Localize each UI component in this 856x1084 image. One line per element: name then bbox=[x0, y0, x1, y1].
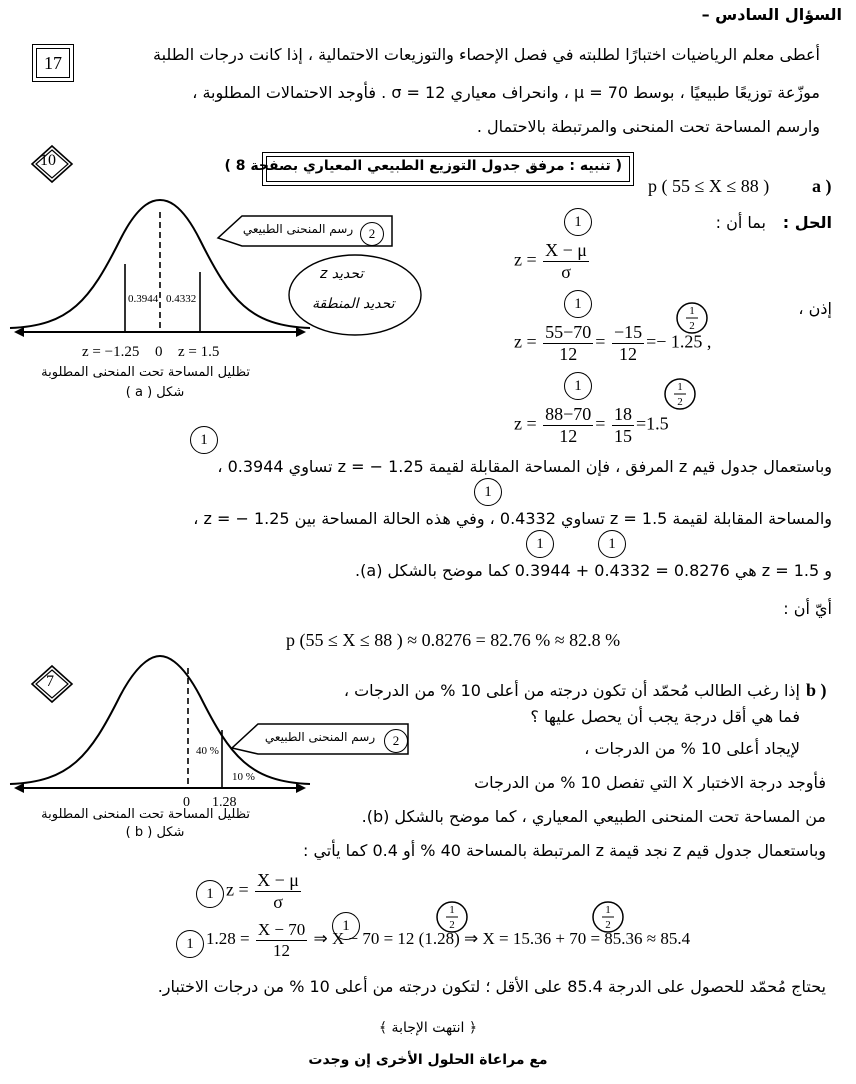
callout-b-text: رسم المنحنى الطبيعي bbox=[264, 730, 376, 744]
mark-circle: 1 bbox=[474, 478, 502, 506]
handwritten-ellipse bbox=[286, 252, 424, 338]
calc-num: X − 70 bbox=[257, 920, 306, 939]
z1-result: =− 1.25 , bbox=[646, 331, 712, 352]
question-title: السؤال السادس – bbox=[701, 5, 842, 24]
mark-circle: 2 bbox=[384, 729, 408, 753]
z-den: σ bbox=[561, 261, 571, 282]
half-d: 2 bbox=[605, 919, 611, 931]
z2-den2: 15 bbox=[613, 425, 632, 446]
calc-rest-1: ⇒ X − 70 = 12 (1.28) ⇒ X bbox=[313, 928, 495, 948]
half-mark bbox=[664, 376, 696, 412]
mark-circle: 1 bbox=[190, 426, 218, 454]
calc-lhs: 1.28 = bbox=[206, 928, 250, 948]
callout-a-text: رسم المنحنى الطبيعي bbox=[242, 222, 354, 236]
z-lhs: z = bbox=[226, 879, 249, 900]
part-b-conclusion: يحتاج مُحمّد للحصول على الدرجة 85.4 على الأقل ؛ لتكون درجته من أعلى 10 % من درجات الاختبار. bbox=[157, 977, 826, 996]
tick-left: z = −1.25 bbox=[82, 344, 140, 360]
z1-num2: −15 bbox=[613, 322, 643, 342]
z2-num: 88−70 bbox=[545, 404, 592, 424]
part-b-label: b ) bbox=[806, 680, 827, 700]
half-d: 2 bbox=[689, 320, 695, 332]
solution-label: الحل : bbox=[782, 213, 832, 232]
total-mark: 17 bbox=[36, 48, 70, 78]
half-d: 2 bbox=[677, 396, 683, 408]
mark-circle: 1 bbox=[196, 880, 224, 908]
part-b-s1: لإيجاد أعلى 10 % من الدرجات ، bbox=[584, 739, 800, 758]
mark-circle: 1 bbox=[526, 530, 554, 558]
part-b-s4: وباستعمال جدول قيم z نجد قيمة z المرتبطة بالمساحة 40 % أو 0.4 كما يأتي : bbox=[302, 841, 826, 860]
tick-right: z = 1.5 bbox=[178, 344, 220, 360]
figure-b-label: شكل ( b ) bbox=[125, 825, 185, 840]
figure-a-caption: تظليل المساحة تحت المنحنى المطلوبة bbox=[41, 365, 250, 380]
part-b-mark: 7 bbox=[46, 673, 54, 690]
z-num: X − μ bbox=[257, 870, 299, 890]
area-mid: 40 % bbox=[196, 745, 219, 757]
z-lhs: z = bbox=[514, 249, 537, 270]
intro-line-2: موزّعة توزيعًا طبيعيًا ، بوسط 70 = μ ، وانحراف معياري 12 = σ . فأوجد الاحتمالات المطلوبة ، bbox=[192, 83, 820, 102]
figure-a-label: شكل ( a ) bbox=[125, 385, 185, 400]
table-line-1: وباستعمال جدول قيم z المرفق ، فإن المساحة المقابلة لقيمة z = − 1.25 تساوي 0.3944 ، bbox=[217, 457, 832, 476]
z1-num: 55−70 bbox=[545, 322, 592, 342]
part-a-mark: 10 bbox=[40, 152, 56, 169]
mark-circle: 1 bbox=[564, 208, 592, 236]
part-b-s3: من المساحة تحت المنحنى الطبيعي المعياري ، كما موضح بالشكل (b). bbox=[361, 807, 826, 826]
area-right: 0.4332 bbox=[166, 293, 197, 305]
table-line-2: والمساحة المقابلة لقيمة z = 1.5 تساوي 0.4332 ، وفي هذه الحالة المساحة بين z = − 1.25 ، bbox=[193, 509, 832, 528]
mark-circle: 2 bbox=[360, 222, 384, 246]
end-of-answer: ﴿ انتهت الإجابة ﴾ bbox=[378, 1020, 478, 1036]
footer-note: مع مراعاة الحلول الأخرى إن وجدت bbox=[308, 1052, 548, 1068]
part-a-question: p ( 55 ≤ X ≤ 88 ) bbox=[648, 176, 770, 196]
ie-label: أيّ أن : bbox=[783, 599, 832, 618]
z2-calc: z = $\frac{88-70}{12}$ = $\frac{18}{15}$ =1.5 bbox=[514, 404, 669, 446]
z2-num2: 18 bbox=[613, 404, 632, 424]
calc-rest-2: = 15.36 + 70 = 85.36 ≈ 85.4 bbox=[499, 928, 691, 948]
half-mark bbox=[676, 300, 708, 336]
z-formula bbox=[514, 240, 591, 282]
part-b-calc bbox=[206, 920, 690, 960]
half-n: 1 bbox=[449, 904, 455, 916]
handwritten-region: تحديد المنطقة bbox=[312, 296, 395, 312]
z-num: X − μ bbox=[545, 240, 587, 260]
z1-calc: z = $\frac{55-70}{12}$ = $\frac{-15}{12}$ =− 1.25 , bbox=[514, 322, 712, 364]
mark-circle: 1 bbox=[564, 290, 592, 318]
area-left: 0.3944 bbox=[128, 293, 159, 305]
z1-den: 12 bbox=[559, 343, 578, 364]
half-n: 1 bbox=[677, 381, 683, 393]
mark-circle: 1 bbox=[598, 530, 626, 558]
tick-zero: 0 bbox=[183, 795, 190, 810]
tick-zero: 0 bbox=[155, 344, 163, 360]
mark-circle: 1 bbox=[564, 372, 592, 400]
z-lhs: z = bbox=[514, 331, 537, 352]
part-b-q1: إذا رغب الطالب مُحمّد أن تكون درجته من أعلى 10 % من الدرجات ، bbox=[343, 681, 800, 700]
z-den: σ bbox=[273, 891, 283, 912]
z-lhs: z = bbox=[514, 413, 537, 434]
since-label: بما أن : bbox=[715, 213, 766, 232]
mark-circle: 1 bbox=[176, 930, 204, 958]
figure-b-caption: تظليل المساحة تحت المنحنى المطلوبة bbox=[41, 807, 250, 822]
part-b-q2: فما هي أقل درجة يجب أن يحصل عليها ؟ bbox=[530, 707, 800, 726]
note-text: ( تنبيه : مرفق جدول التوزيع الطبيعي المعياري بصفحة 8 ) bbox=[224, 158, 622, 174]
z2-den: 12 bbox=[559, 425, 578, 446]
part-a-final: p (55 ≤ X ≤ 88 ) ≈ 0.8276 = 82.76 % ≈ 82.8 % bbox=[286, 630, 621, 650]
part-a-label: a ) bbox=[812, 176, 832, 196]
half-n: 1 bbox=[689, 305, 695, 317]
intro-line-1: أعطى معلم الرياضيات اختبارًا لطلبته في فصل الإحصاء والتوزيعات الاحتمالية ، إذا كانت درجات الطلبة bbox=[153, 45, 820, 64]
half-d: 2 bbox=[449, 919, 455, 931]
intro-line-3: وارسم المساحة تحت المنحنى والمرتبطة بالاحتمال . bbox=[476, 117, 820, 136]
tick-right: 1.28 bbox=[212, 795, 237, 810]
part-b-z-formula bbox=[226, 870, 303, 912]
then-label: إذن ، bbox=[798, 299, 832, 318]
total-mark-box bbox=[32, 44, 74, 82]
part-b-s2: فأوجد درجة الاختبار X التي تفصل 10 % من الدرجات bbox=[474, 773, 826, 792]
area-tail: 10 % bbox=[232, 771, 255, 783]
mark-circle: 1 bbox=[332, 912, 360, 940]
table-line-3: و z = 1.5 هي 0.8276 = 0.4332 + 0.3944 كما موضح بالشكل (a). bbox=[355, 561, 832, 580]
half-n: 1 bbox=[605, 904, 611, 916]
z1-den2: 12 bbox=[619, 343, 638, 364]
handwritten-z: تحديد z bbox=[320, 266, 364, 282]
calc-den: 12 bbox=[273, 940, 291, 960]
z2-result: =1.5 bbox=[635, 413, 669, 434]
